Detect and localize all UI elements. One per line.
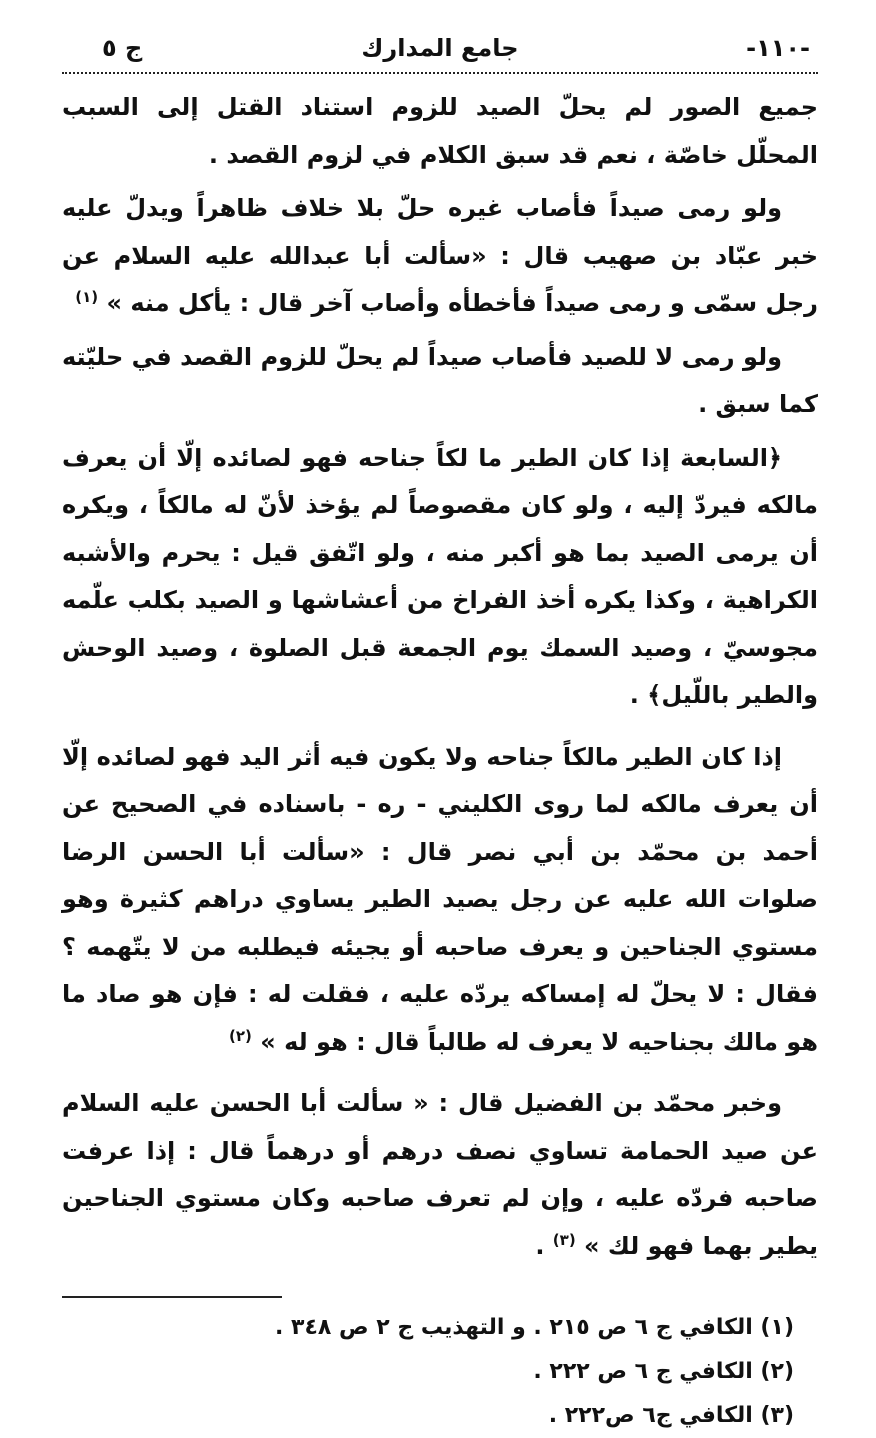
paragraph: ولو رمى صيداً فأصاب غيره حلّ بلا خلاف ظاهراً ويدلّ عليه خبر عبّاد بن صهيب قال : «سألت أبا عبدالله عليه السلام عن رجل سمّى و رمى صيداً فأخطأه وأصاب آخر قال : يأكل منه » $^{(١)}$ <box>62 194 818 317</box>
page-header <box>62 28 818 72</box>
header-divider <box>62 72 818 74</box>
running-title: جامع المدارك <box>361 34 519 62</box>
footnote-item: (١) الكافي ج ٦ ص ٢١٥ . و التهذيب ج ٢ ص ٣٤٨ . <box>274 1315 794 1340</box>
footnote-ref: (٣) <box>552 1230 576 1249</box>
paragraph: ﴿السابعة إذا كان الطير ما لكاً جناحه فهو لصائده إلّا أن يعرف مالكه فيردّ إليه ، ولو كان مقصوصاً لم يؤخذ لأنّ له مالكاً ، ويكره أن يرمى الصيد بما هو أكبر منه ، ولو اتّفق قيل : يحرم والأشبه الكراهية ، وكذا يكره أخذ الفراخ من أعشاشها و الصيد بكلب علّمه مجوسيّ ، وصيد السمك يوم الجمعة قبل الصلوة ، وصيد الوحش والطير باللّيل﴾ . <box>62 443 818 709</box>
paragraph: إذا كان الطير مالكاً جناحه ولا يكون فيه أثر اليد فهو لصائده إلّا أن يعرف مالكه لما روى الكليني - ره - باسناده في الصحيح عن أحمد بن محمّد بن أبي نصر قال : «سألت أبا الحسن الرضا صلوات الله عليه عن رجل يصيد الطير يساوي دراهم كثيرة وهو مستوي الجناحين و يعرف صاحبه أو يجيئه فيطلبه من لا يتّهمه ؟ فقال : لا يحلّ له إمساكه يردّه عليه ، فقلت له : فإن هو صاد ما هو مالك بجناحيه لا يعرف له طالباً قال : هو له » $^{(٢)}$ <box>62 742 818 1056</box>
footnotes <box>62 1306 818 1438</box>
paragraph: ولو رمى لا للصيد فأصاب صيداً لم يحلّ للزوم القصد في حليّته كما سبق . <box>62 342 818 418</box>
book-page <box>62 28 818 1438</box>
paragraph: وخبر محمّد بن الفضيل قال : « سألت أبا الحسن عليه السلام عن صيد الحمامة تساوي نصف درهم أو درهماً قال : إذا عرفت صاحبه فردّه عليه ، وإن لم تعرف صاحبه وكان مستوي الجناحين يطير بهما فهو لك » $^{(٣)}$ . <box>62 1089 818 1260</box>
footnote-ref: (١) <box>75 288 99 306</box>
footnote-divider <box>62 1296 282 1298</box>
page-number: -١١٠- <box>746 34 810 62</box>
footnote-item: (٣) الكافي ج٦ ص٢٢٢ . <box>548 1403 794 1428</box>
volume-label: ج ٥ <box>102 34 143 62</box>
footnote-ref: (٢) <box>229 1026 252 1045</box>
footnote-item: (٢) الكافي ج ٦ ص ٢٢٢ . <box>533 1359 794 1384</box>
main-text <box>62 84 818 1270</box>
paragraph: جميع الصور لم يحلّ الصيد للزوم استناد القتل إلى السبب المحلّل خاصّة ، نعم قد سبق الكلام في لزوم القصد . <box>62 93 818 169</box>
